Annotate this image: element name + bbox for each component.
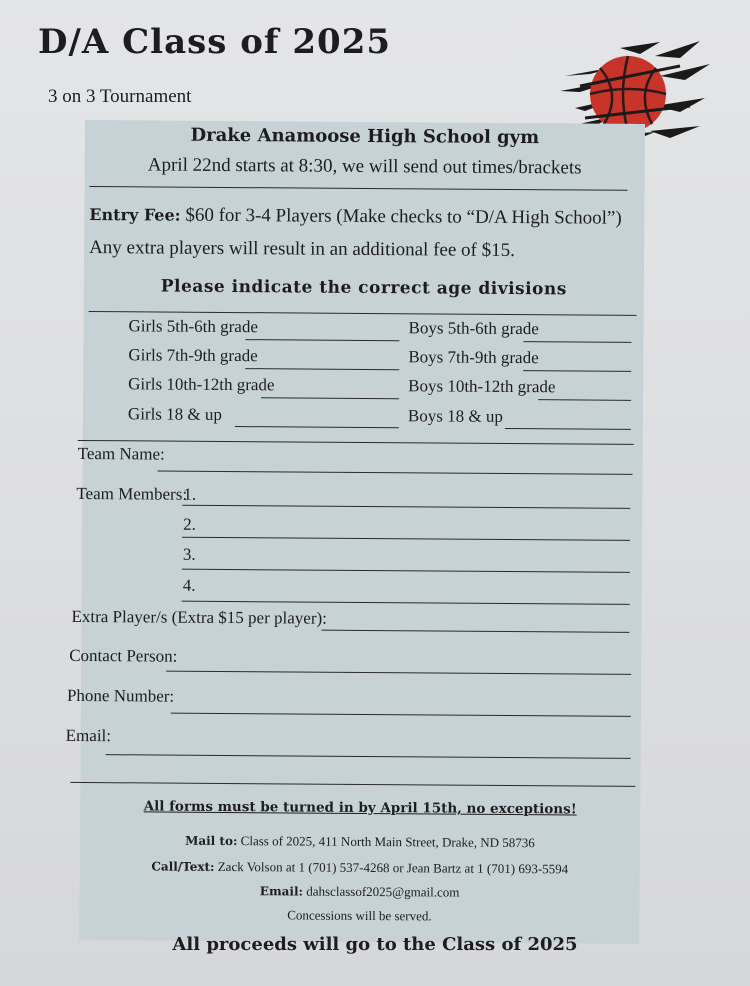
entry-fee-label: Entry Fee: (89, 205, 181, 225)
member-4-field[interactable] (182, 601, 630, 605)
entry-fee-text: $60 for 3-4 Players (Make checks to “D/A High School”) Any extra players will result in an additional fee of $15. (89, 204, 622, 262)
contact-email-label: Email: (259, 884, 304, 899)
extra-players-field[interactable] (321, 630, 629, 633)
division-boys-5-6: Boys 5th-6th grade (408, 318, 539, 339)
division-boys-10-12-blank[interactable] (538, 399, 631, 401)
phone-number-field[interactable] (171, 713, 631, 717)
call-text (80, 858, 640, 878)
contact-email-address: dahsclassof2025@gmail.com (302, 883, 460, 900)
division-girls-5-6: Girls 5th-6th grade (128, 316, 258, 337)
registration-panel (65, 120, 645, 944)
member-number: 4. (182, 575, 196, 595)
phone-number-label: Phone Number: (66, 685, 175, 706)
mail-address: Class of 2025, 411 North Main Street, Drake, ND 58736 (237, 833, 535, 851)
division-boys-10-12: Boys 10th-12th grade (408, 376, 556, 397)
member-1-field[interactable] (182, 505, 630, 509)
proceeds-footer: All proceeds will go to the Class of 2025 (172, 934, 578, 955)
division-boys-5-6-blank[interactable] (523, 341, 631, 343)
email-field-extra-line[interactable] (70, 782, 635, 787)
member-3-field[interactable] (182, 569, 630, 573)
email-label: Email: (65, 725, 112, 746)
venue: Drake Anamoose High School gym (190, 124, 540, 149)
call-numbers: Zack Volson at 1 (701) 537-4268 or Jean Bartz at 1 (701) 693-5594 (214, 858, 569, 877)
division-girls-10-12-blank[interactable] (261, 397, 399, 399)
division-girls-18-up: Girls 18 & up (127, 404, 222, 424)
mail-label: Mail to: (185, 833, 238, 849)
divider (89, 311, 637, 316)
division-boys-18-up: Boys 18 & up (407, 406, 503, 426)
team-name-field[interactable] (158, 471, 633, 475)
member-number: 3. (182, 544, 196, 564)
call-label: Call/Text: (151, 859, 215, 874)
divisions-heading: Please indicate the correct age divisions (160, 276, 567, 300)
deadline-notice: All forms must be turned in by April 15th, no exceptions! (143, 798, 577, 818)
flyer-title: D/A Class of 2025 (38, 22, 392, 62)
division-boys-7-9-blank[interactable] (523, 370, 631, 372)
division-girls-18-up-blank[interactable] (235, 426, 399, 428)
mail-to (80, 832, 640, 852)
division-girls-10-12: Girls 10th-12th grade (128, 374, 275, 395)
divider (90, 186, 628, 191)
email-field[interactable] (106, 754, 631, 759)
division-girls-7-9-blank[interactable] (245, 368, 399, 370)
member-number: 1. (183, 484, 197, 504)
division-boys-7-9: Boys 7th-9th grade (408, 347, 539, 368)
division-girls-7-9: Girls 7th-9th grade (128, 345, 258, 366)
contact-person-label: Contact Person: (69, 645, 178, 666)
extra-players-label: Extra Player/s (Extra $15 per player): (71, 606, 327, 628)
contact-email (80, 882, 640, 902)
division-boys-18-up-blank[interactable] (505, 428, 631, 430)
member-number: 2. (183, 514, 196, 534)
entry-fee (89, 198, 634, 268)
tournament-subtitle: 3 on 3 Tournament (48, 86, 192, 107)
event-date: April 22nd starts at 8:30, we will send out times/brackets (147, 154, 582, 179)
member-2-field[interactable] (182, 537, 630, 541)
concessions-note: Concessions will be served. (287, 907, 432, 924)
division-girls-5-6-blank[interactable] (245, 339, 399, 341)
team-name-label: Team Name: (77, 443, 165, 464)
contact-person-field[interactable] (166, 671, 631, 675)
team-members-label: Team Members: (76, 483, 188, 504)
